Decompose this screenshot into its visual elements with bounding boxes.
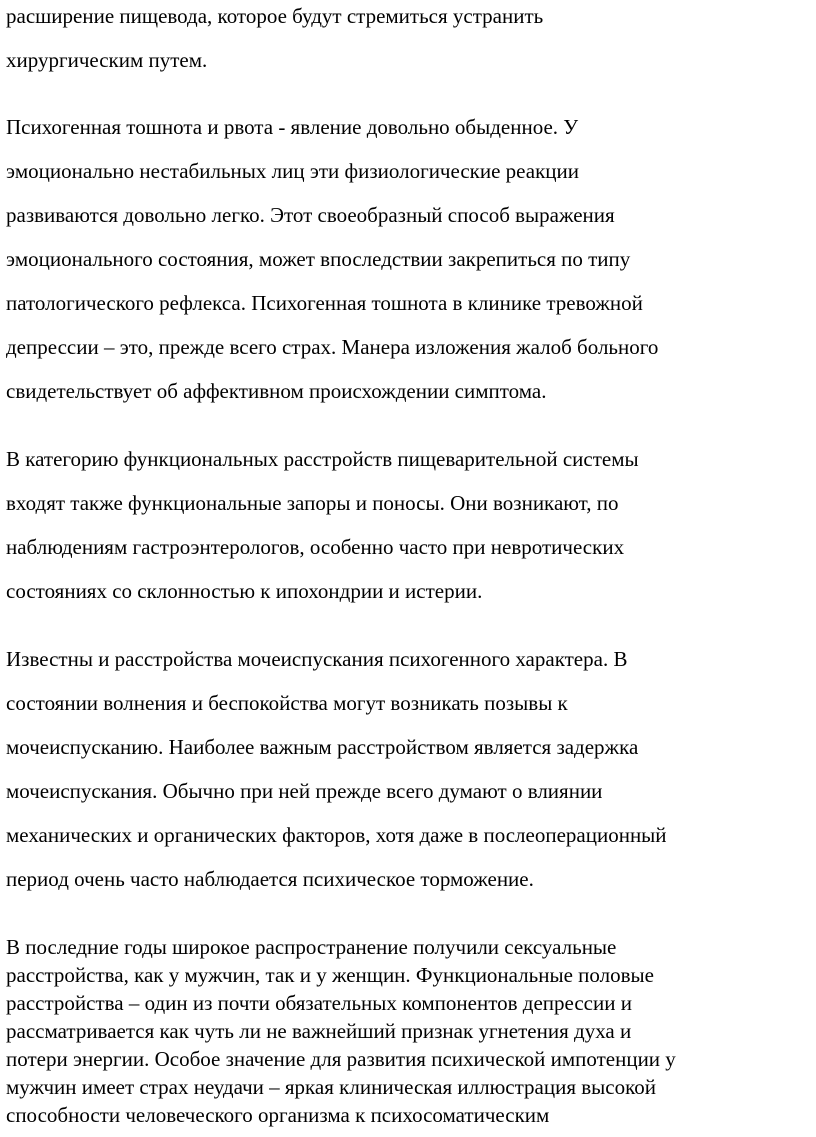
text-line: способности человеческого организма к психосоматическим xyxy=(6,1103,550,1127)
text-line: патологического рефлекса. Психогенная тошнота в клинике тревожной xyxy=(6,291,643,315)
text-line: период очень часто наблюдается психическое торможение. xyxy=(6,867,534,891)
text-line: Известны и расстройства мочеиспускания психогенного характера. В xyxy=(6,647,628,671)
text-line: расширение пищевода, которое будут стремиться устранить xyxy=(6,4,544,28)
text-line: Психогенная тошнота и рвота - явление довольно обыденное. У xyxy=(6,115,579,139)
text-line: состояниях со склонностью к ипохондрии и истерии. xyxy=(6,579,483,603)
text-line: В последние годы широкое распространение получили сексуальные xyxy=(6,935,617,959)
text-line: потери энергии. Особое значение для развития психической импотенции у xyxy=(6,1047,676,1071)
text-line: развиваются довольно легко. Этот своеобразный способ выражения xyxy=(6,203,615,227)
text-line: рассматривается как чуть ли не важнейший признак угнетения духа и xyxy=(6,1019,632,1043)
text-line: расстройства, как у мужчин, так и у женщин. Функциональные половые xyxy=(6,963,654,987)
text-line: механических и органических факторов, хотя даже в послеоперационный xyxy=(6,823,667,847)
text-line: эмоционально нестабильных лиц эти физиологические реакции xyxy=(6,159,579,183)
text-line: мужчин имеет страх неудачи – яркая клиническая иллюстрация высокой xyxy=(6,1075,656,1099)
text-line: мочеиспусканию. Наиболее важным расстройством является задержка xyxy=(6,735,639,759)
text-line: свидетельствует об аффективном происхождении симптома. xyxy=(6,379,547,403)
text-line: хирургическим путем. xyxy=(6,48,208,72)
text-line: эмоционального состояния, может впоследствии закрепиться по типу xyxy=(6,247,631,271)
text-line: входят также функциональные запоры и поносы. Они возникают, по xyxy=(6,491,619,515)
text-line: В категорию функциональных расстройств пищеварительной системы xyxy=(6,447,639,471)
text-line: наблюдениям гастроэнтерологов, особенно часто при невротических xyxy=(6,535,625,559)
text-line: расстройства – один из почти обязательных компонентов депрессии и xyxy=(6,991,632,1015)
text-line: состоянии волнения и беспокойства могут возникать позывы к xyxy=(6,691,568,715)
text-line: мочеиспускания. Обычно при ней прежде всего думают о влиянии xyxy=(6,779,603,803)
text-line: депрессии – это, прежде всего страх. Манера изложения жалоб больного xyxy=(6,335,659,359)
